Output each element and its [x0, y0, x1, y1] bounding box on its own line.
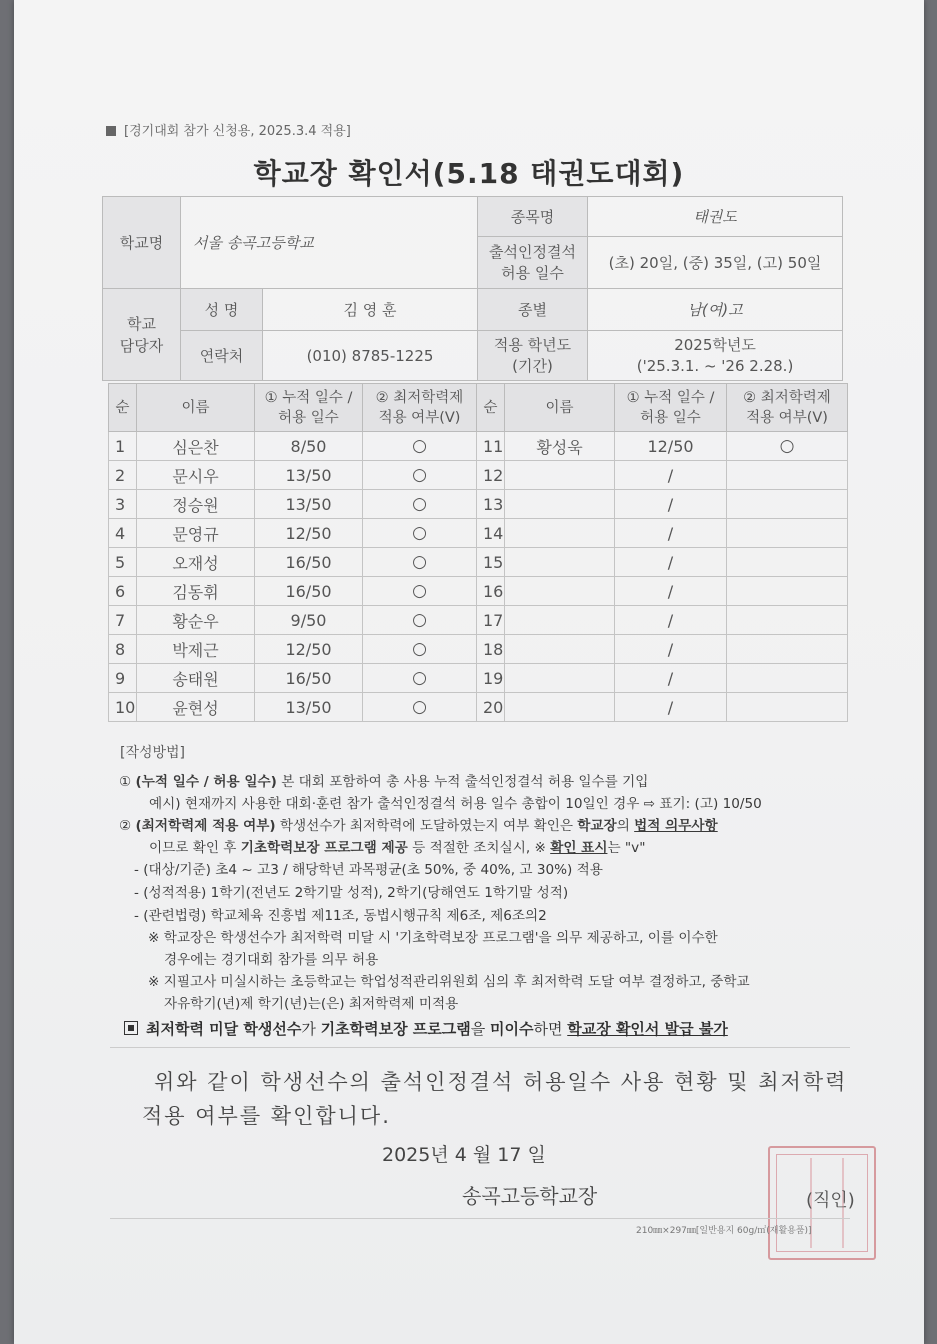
statement-line2: 적용 여부를 확인합니다. — [142, 1104, 391, 1128]
row-mark: ○ — [363, 693, 477, 722]
header-no-2: 순 — [477, 384, 505, 432]
row-name-2 — [505, 635, 615, 664]
checkbox-bullet-icon — [124, 1021, 138, 1035]
header-days-2-line1: ① 누적 일수 / — [626, 389, 715, 406]
header-acad — [363, 384, 477, 432]
row-name-2: 황성욱 — [505, 432, 615, 461]
row-mark-2 — [727, 664, 848, 693]
manager-label-line2: 담당자 — [119, 336, 164, 355]
row-name-2 — [505, 664, 615, 693]
table-row — [109, 606, 848, 635]
year-label — [478, 331, 588, 381]
row-no-2: 11 — [477, 432, 505, 461]
row-mark: ○ — [363, 577, 477, 606]
row-days-2: / — [615, 548, 727, 577]
row-mark: ○ — [363, 490, 477, 519]
row-days-2: / — [615, 519, 727, 548]
final-a: 최저학력 미달 학생선수 — [146, 1020, 302, 1038]
note-2-line2-e: 는 "v" — [607, 840, 646, 856]
row-mark: ○ — [363, 432, 477, 461]
document-title: 학교장 확인서(5.18 태권도대회) — [253, 157, 685, 190]
final-c: 기초학력보장 프로그램 — [320, 1020, 471, 1038]
row-days: 8/50 — [255, 432, 363, 461]
contact-value: (010) 8785-1225 — [263, 331, 478, 381]
note-2-text-a: 학생선수가 최저학력에 도달하였는지 여부 확인은 — [275, 818, 578, 834]
row-no: 10 — [109, 693, 137, 722]
note-2-number: ② — [119, 818, 132, 834]
row-name: 송태원 — [137, 664, 255, 693]
gender-value: 남(여)고 — [588, 289, 843, 331]
note-1-example: 예시) 현재까지 사용한 대회·훈련 참가 출석인정결석 허용 일수 총합이 10일인 경우 ⇨ 표기: (고) 10/50 — [149, 796, 762, 812]
note-2-line2-c: 등 적절한 조치실시, ※ — [407, 840, 551, 856]
row-name-2 — [505, 606, 615, 635]
name-label: 성 명 — [181, 289, 263, 331]
table-row — [109, 693, 848, 722]
row-days: 16/50 — [255, 548, 363, 577]
row-days: 9/50 — [255, 606, 363, 635]
table-row — [109, 548, 848, 577]
row-name: 황순우 — [137, 606, 255, 635]
header-days-line1: ① 누적 일수 / — [264, 389, 353, 406]
notes-heading: [작성방법] — [120, 745, 186, 761]
row-no-2: 18 — [477, 635, 505, 664]
row-mark-2 — [727, 693, 848, 722]
row-name: 심은찬 — [137, 432, 255, 461]
row-days: 13/50 — [255, 693, 363, 722]
header-name-2: 이름 — [505, 384, 615, 432]
school-name: 서울 송곡고등학교 — [181, 197, 478, 289]
row-no: 8 — [109, 635, 137, 664]
issue-date: 2025년 4 월 17 일 — [382, 1144, 546, 1166]
row-days-2: / — [615, 664, 727, 693]
row-days-2: / — [615, 490, 727, 519]
row-name: 오재성 — [137, 548, 255, 577]
row-days-2: / — [615, 577, 727, 606]
row-no: 7 — [109, 606, 137, 635]
row-mark-2 — [727, 577, 848, 606]
manager-label — [103, 289, 181, 381]
row-days-2: / — [615, 693, 727, 722]
row-no-2: 17 — [477, 606, 505, 635]
row-no-2: 16 — [477, 577, 505, 606]
header-no: 순 — [109, 384, 137, 432]
info-table — [102, 196, 843, 381]
row-name-2 — [505, 490, 615, 519]
year-value — [588, 331, 843, 381]
absence-value: (초) 20일, (중) 35일, (고) 50일 — [588, 237, 843, 289]
roster-header-row — [109, 384, 848, 432]
square-bullet-icon — [106, 126, 116, 136]
row-days-2: / — [615, 606, 727, 635]
note-2 — [119, 814, 718, 834]
absence-label — [478, 237, 588, 289]
row-name: 문영규 — [137, 519, 255, 548]
divider — [110, 1047, 850, 1048]
document-meta — [106, 120, 351, 139]
table-row — [109, 664, 848, 693]
note-1 — [119, 770, 648, 790]
header-acad-2 — [727, 384, 848, 432]
note-star-2: ※ 지필고사 미실시하는 초등학교는 학업성적관리위원회 심의 후 최저학력 도달 여부 결정하고, 중학교 — [148, 974, 750, 990]
row-mark-2 — [727, 519, 848, 548]
row-mark: ○ — [363, 635, 477, 664]
table-row — [109, 461, 848, 490]
row-days: 13/50 — [255, 461, 363, 490]
final-warning — [124, 1018, 728, 1039]
note-2-line2-mark: 확인 표시 — [550, 840, 608, 856]
row-name-2 — [505, 693, 615, 722]
header-days-2 — [615, 384, 727, 432]
table-row — [109, 577, 848, 606]
row-name-2 — [505, 577, 615, 606]
row-no-2: 13 — [477, 490, 505, 519]
header-days-line2: 허용 일수 — [278, 409, 339, 426]
detail-target: - (대상/기준) 초4 ~ 고3 / 해당학년 과목평균(초 50%, 중 40%, 고 30%) 적용 — [134, 862, 603, 878]
note-1-number: ① — [119, 774, 132, 790]
row-name: 윤현성 — [137, 693, 255, 722]
row-mark-2: ○ — [727, 432, 848, 461]
note-2-principal: 학교장 — [577, 818, 617, 834]
sport-label: 종목명 — [478, 197, 588, 237]
row-mark: ○ — [363, 548, 477, 577]
detail-grades: - (성적적용) 1학기(전년도 2학기말 성적), 2학기(당해연도 1학기말 성적) — [134, 885, 569, 901]
note-star-1-line2: 경우에는 경기대회 참가를 의무 허용 — [164, 952, 379, 968]
row-days: 12/50 — [255, 635, 363, 664]
year-value-line1: 2025학년도 — [674, 335, 756, 354]
note-star-1: ※ 학교장은 학생선수가 최저학력 미달 시 '기초학력보장 프로그램'을 의무 제공하고, 이를 이수한 — [148, 930, 718, 946]
header-acad-2-line1: ② 최저학력제 — [743, 389, 831, 406]
document-page — [14, 0, 924, 1344]
principal-name: 송곡고등학교장 — [462, 1184, 598, 1208]
absence-label-line2: 허용 일수 — [501, 263, 564, 282]
row-mark: ○ — [363, 664, 477, 693]
row-mark-2 — [727, 635, 848, 664]
seal-label: (직인) — [806, 1190, 855, 1211]
statement-line1: 위와 같이 학생선수의 출석인정결석 허용일수 사용 현황 및 최저학력 — [154, 1070, 848, 1094]
row-no: 2 — [109, 461, 137, 490]
gender-label: 종별 — [478, 289, 588, 331]
row-name: 김동휘 — [137, 577, 255, 606]
row-name-2 — [505, 519, 615, 548]
row-name: 박제근 — [137, 635, 255, 664]
final-d: 을 — [470, 1020, 491, 1038]
row-days: 16/50 — [255, 664, 363, 693]
absence-label-line1: 출석인정결석 — [489, 242, 576, 261]
header-days — [255, 384, 363, 432]
note-2-text-c: 의 — [616, 818, 635, 834]
row-days-2: / — [615, 635, 727, 664]
note-1-text: 본 대회 포함하여 총 사용 누적 출석인정결석 허용 일수를 기입 — [276, 774, 649, 790]
note-2-title: (최저학력제 적용 여부) — [135, 818, 276, 834]
row-no: 1 — [109, 432, 137, 461]
row-mark-2 — [727, 606, 848, 635]
row-no-2: 20 — [477, 693, 505, 722]
meta-text: [경기대회 참가 신청용, 2025.3.4 적용] — [124, 124, 351, 139]
name-value: 김 영 훈 — [263, 289, 478, 331]
note-2-line2-program: 기초학력보장 프로그램 제공 — [240, 840, 408, 856]
row-days-2: / — [615, 461, 727, 490]
final-f: 하면 — [533, 1020, 568, 1038]
school-label: 학교명 — [103, 197, 181, 289]
contact-label: 연락처 — [181, 331, 263, 381]
year-label-line1: 적용 학년도 — [493, 335, 572, 354]
row-no: 9 — [109, 664, 137, 693]
row-no-2: 19 — [477, 664, 505, 693]
note-1-title: (누적 일수 / 허용 일수) — [135, 774, 277, 790]
row-days: 16/50 — [255, 577, 363, 606]
header-acad-line1: ② 최저학력제 — [375, 389, 464, 406]
paper-spec-note: 210㎜×297㎜[일반용지 60g/㎡(재활용품)] — [636, 1226, 812, 1236]
manager-label-line1: 학교 — [127, 314, 156, 333]
row-no: 6 — [109, 577, 137, 606]
row-name-2 — [505, 548, 615, 577]
table-row — [109, 490, 848, 519]
row-no: 4 — [109, 519, 137, 548]
row-days-2: 12/50 — [615, 432, 727, 461]
header-days-2-line2: 허용 일수 — [640, 409, 701, 426]
row-no-2: 15 — [477, 548, 505, 577]
final-e: 미이수 — [490, 1020, 534, 1038]
row-no-2: 12 — [477, 461, 505, 490]
detail-laws: - (관련법령) 학교체육 진흥법 제11조, 동법시행규칙 제6조, 제6조의2 — [134, 908, 547, 924]
table-row — [109, 635, 848, 664]
table-row — [109, 432, 848, 461]
header-acad-2-line2: 적용 여부(V) — [746, 409, 828, 426]
year-label-line2: (기간) — [512, 356, 553, 375]
note-2-line2-a: 이므로 확인 후 — [149, 840, 241, 856]
row-mark: ○ — [363, 461, 477, 490]
row-mark: ○ — [363, 606, 477, 635]
table-row — [109, 519, 848, 548]
header-acad-line2: 적용 여부(V) — [378, 409, 461, 426]
row-no: 5 — [109, 548, 137, 577]
row-name: 정승원 — [137, 490, 255, 519]
row-name-2 — [505, 461, 615, 490]
row-days: 13/50 — [255, 490, 363, 519]
note-2-line2 — [149, 836, 645, 856]
note-2-legal-duty: 법적 의무사항 — [634, 818, 718, 834]
row-mark-2 — [727, 548, 848, 577]
final-b: 가 — [301, 1020, 321, 1038]
footer-divider — [110, 1218, 850, 1219]
header-name: 이름 — [137, 384, 255, 432]
row-mark-2 — [727, 490, 848, 519]
row-name: 문시우 — [137, 461, 255, 490]
year-value-line2: ('25.3.1. ~ '26 2.28.) — [636, 356, 794, 375]
row-days: 12/50 — [255, 519, 363, 548]
row-mark: ○ — [363, 519, 477, 548]
roster-table — [108, 383, 848, 722]
row-no-2: 14 — [477, 519, 505, 548]
row-mark-2 — [727, 461, 848, 490]
row-no: 3 — [109, 490, 137, 519]
note-star-2-line2: 자유학기(년)제 학기(년)는(은) 최저학력제 미적용 — [164, 996, 459, 1012]
sport-value: 태권도 — [588, 197, 843, 237]
final-g: 학교장 확인서 발급 불가 — [567, 1020, 728, 1038]
